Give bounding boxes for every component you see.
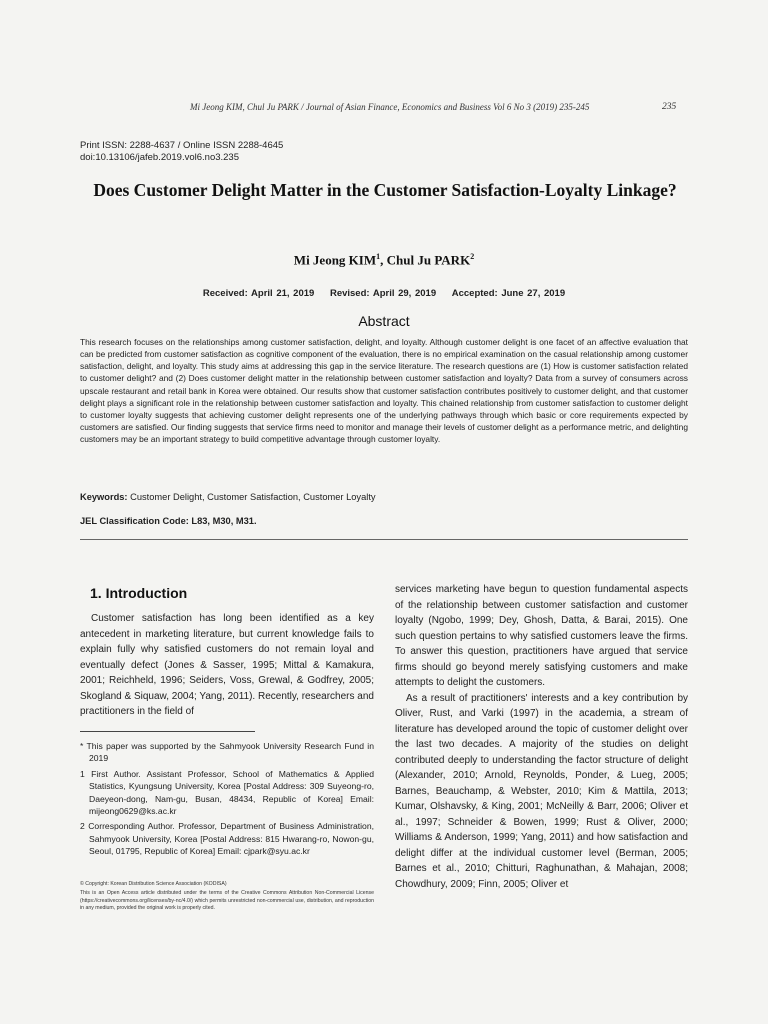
keywords-label: Keywords:: [80, 492, 131, 502]
doi-line: doi:10.13106/jafeb.2019.vol6.no3.235: [80, 152, 239, 163]
section-divider: [80, 539, 688, 540]
author-name: Chul Ju PARK: [386, 252, 471, 268]
running-head: Mi Jeong KIM, Chul Ju PARK / Journal of Asian Finance, Economics and Business Vol 6 No 3 (2019) 235-245: [190, 102, 590, 112]
footnote-corresponding-author: 2 Corresponding Author. Professor, Department of Business Administration, Sahmyook University, Korea [Postal Address: 815 Hwarang-ro, Nowon-gu, Seoul, 01795, Republic of Korea] Email: cjpark@syu.ac.kr: [80, 821, 374, 857]
jel-classification: JEL Classification Code: L83, M30, M31.: [80, 516, 257, 526]
author-affiliation-mark: 1: [376, 252, 381, 261]
issn-line: Print ISSN: 2288-4637 / Online ISSN 2288-4645: [80, 140, 284, 151]
section-heading: 1. Introduction: [90, 585, 188, 601]
author-separator: ,: [380, 252, 387, 268]
page-number: 235: [662, 102, 677, 112]
body-paragraph: services marketing have begun to question fundamental aspects of the relationship between customer satisfaction and customer loyalty (Ngobo, 1999; Dey, Ghosh, Datta, & Barai, 2015). One such question pertains to why satisfied customers leave the firms. To answer this question, practitioners have argued that service firms should go beyond merely satisfying customers and make attempts to delight the customers.: [395, 584, 688, 688]
keywords-value: Customer Delight, Customer Satisfaction, Customer Loyalty: [130, 492, 376, 502]
left-column: [80, 611, 374, 720]
author-affiliation-mark: 2: [470, 252, 475, 261]
accepted-date: Accepted: June 27, 2019: [451, 288, 566, 299]
footnote-funding: * This paper was supported by the Sahmyook University Research Fund in 2019: [80, 741, 374, 764]
keywords-line: [80, 492, 376, 502]
revised-date: Revised: April 29, 2019: [329, 288, 437, 299]
received-date: Received: April 21, 2019: [202, 288, 315, 299]
right-column: [395, 582, 688, 892]
abstract-body: This research focuses on the relationships among customer satisfaction, delight, and loyalty. Although customer delight is one facet of an affective evaluation that can be predicted from customer satisfaction as cognitive component of the evaluation, there is no empirical examination on the casual relationship among customer satisfaction, delight, and loyalty. This study aims at addressing this gap in the service literature. The research questions are (1) How is customer satisfaction related to customer delight? and (2) Does customer delight matter in the relationship between customer satisfaction and loyalty? Data from a survey of consumers across upscale restaurant and retail bank in Korea were obtained. Our results show that customer satisfaction contributes positively to customer delight, and that customer delight plays a significant role in the relationship between customer satisfaction and loyalty. This chained relationship from customer satisfaction to customer delight to customer loyalty suggests that achieving customer delight represents one of the underlying pathways through which basic or core requirements expected by customers are satisfied. Our finding suggests that service firms need to monitor and manage their levels of customer delight as a performance metric, and delighting customers may be an important strategy to build competitive advantage through customer loyalty.: [80, 337, 688, 445]
body-paragraph: As a result of practitioners' interests and a key contribution by Oliver, Rust, and Varki (1997) in the academia, a stream of literature has developed around the topic of customer delight over the last two decades. A majority of the studies on delight contributed deeply to understanding the factor structure of delight (Alexander, 2010; Arnold, Reynolds, Ponder, & Lueg, 2005; Barnes, Beauchamp, & Webster, 2010; Kim & Mattila, 2013; Kumar, Olshavsky, & King, 2001; McNeilly & Barr, 2006; Oliver et al., 1997; Schneider & Bowen, 1999; Rust & Oliver, 2000; Williams & Anderson, 1999; Yang, 2011) and how satisfaction and delight differ at the individual customer level (Berman, 2005; Barnes et al., 2010; Chitturi, Raghunathan, & Mahajan, 2008; Chowdhury, 2009; Finn, 2005; Oliver et: [395, 692, 688, 890]
abstract-heading: Abstract: [358, 313, 410, 329]
license-notice: This is an Open Access article distributed under the terms of the Creative Commons Attribution Non-Commercial License (https://creativecommons.org/licenses/by-nc/4.0/) which permits unrestricted non-commercial use, distribution, and reproduction in any medium, provided the original work is properly cited.: [80, 890, 374, 912]
body-paragraph: Customer satisfaction has long been identified as a key antecedent in marketing literature, but current knowledge fails to explain fully why satisfied customers do not remain loyal and eventually defect (Jones & Sasser, 1995; Mittal & Kamakura, 2001; Reichheld, 1996; Seiders, Voss, Grewal, & Godfrey, 2005; Skogland & Siquaw, 2004; Yang, 2011). Recently, researchers and practitioners in the field of: [80, 613, 374, 717]
footnotes: [80, 740, 374, 861]
paper-title: Does Customer Delight Matter in the Customer Satisfaction-Loyalty Linkage?: [93, 180, 677, 200]
author-name: Mi Jeong KIM: [293, 252, 377, 268]
copyright-notice: © Copyright: Korean Distribution Science Association (KODISA): [80, 881, 227, 887]
issn-block: [80, 140, 283, 164]
footnote-first-author: 1 First Author. Assistant Professor, School of Mathematics & Applied Statistics, Kyungsung University, Korea [Postal Address: 309 Suyeong-ro, Daeyeon-dong, Nam-gu, Busan, 48434, Republic of Korea] Email: mijeong0629@ks.ac.kr: [80, 768, 374, 817]
footnote-divider: [80, 731, 255, 732]
author-line: [0, 252, 768, 268]
submission-dates: [0, 288, 768, 299]
